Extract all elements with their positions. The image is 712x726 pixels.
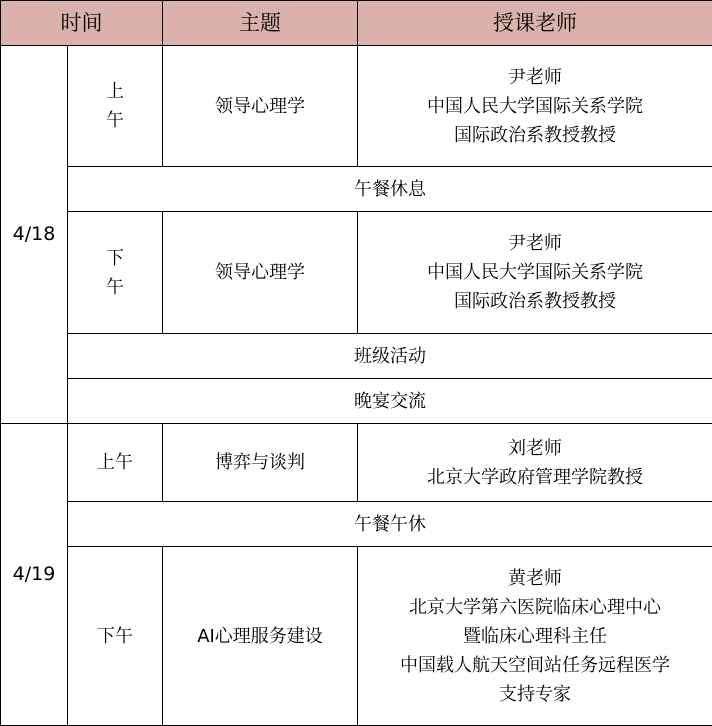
teacher-title: 国际政治系教授教授	[358, 287, 712, 316]
day1-lunch-row	[1, 167, 712, 212]
day1-lunch: 午餐休息	[68, 167, 712, 212]
day2-afternoon-topic: AI心理服务建设	[163, 547, 358, 726]
teacher-title: 支持专家	[358, 680, 712, 709]
day1-dinner: 晚宴交流	[68, 379, 712, 424]
day1-morning-teacher	[358, 46, 712, 167]
day2-date: 4/19	[1, 424, 68, 726]
day1-dinner-row	[1, 379, 712, 424]
day2-afternoon-row	[1, 547, 712, 726]
day1-afternoon-period	[68, 212, 163, 334]
day1-morning-row	[1, 46, 712, 167]
day2-lunch: 午餐午休	[68, 502, 712, 547]
period-line: 上	[68, 77, 162, 106]
teacher-name: 尹老师	[358, 229, 712, 258]
teacher-name: 黄老师	[358, 564, 712, 593]
period-line: 午	[68, 106, 162, 135]
teacher-affiliation: 北京大学政府管理学院教授	[358, 463, 712, 492]
teacher-name: 刘老师	[358, 434, 712, 463]
day2-lunch-row	[1, 502, 712, 547]
period-line: 下	[68, 244, 162, 273]
header-row	[1, 1, 712, 46]
day1-activity-row	[1, 334, 712, 379]
day1-afternoon-row	[1, 212, 712, 334]
teacher-affiliation: 中国载人航天空间站任务远程医学	[358, 651, 712, 680]
day1-activity: 班级活动	[68, 334, 712, 379]
header-time: 时间	[1, 1, 163, 46]
day2-morning-row	[1, 424, 712, 502]
teacher-affiliation: 中国人民大学国际关系学院	[358, 258, 712, 287]
teacher-title: 国际政治系教授教授	[358, 121, 712, 150]
day2-morning-teacher	[358, 424, 712, 502]
day1-date: 4/18	[1, 46, 68, 424]
teacher-title: 暨临床心理科主任	[358, 622, 712, 651]
day1-afternoon-teacher	[358, 212, 712, 334]
day2-afternoon-period: 下午	[68, 547, 163, 726]
day2-afternoon-teacher	[358, 547, 712, 726]
day2-morning-period: 上午	[68, 424, 163, 502]
period-line: 午	[68, 273, 162, 302]
teacher-name: 尹老师	[358, 63, 712, 92]
day1-afternoon-topic: 领导心理学	[163, 212, 358, 334]
teacher-affiliation: 北京大学第六医院临床心理中心	[358, 593, 712, 622]
day1-morning-topic: 领导心理学	[163, 46, 358, 167]
header-topic: 主题	[163, 1, 358, 46]
header-teacher: 授课老师	[358, 1, 712, 46]
day1-morning-period	[68, 46, 163, 167]
teacher-affiliation: 中国人民大学国际关系学院	[358, 92, 712, 121]
day2-morning-topic: 博弈与谈判	[163, 424, 358, 502]
